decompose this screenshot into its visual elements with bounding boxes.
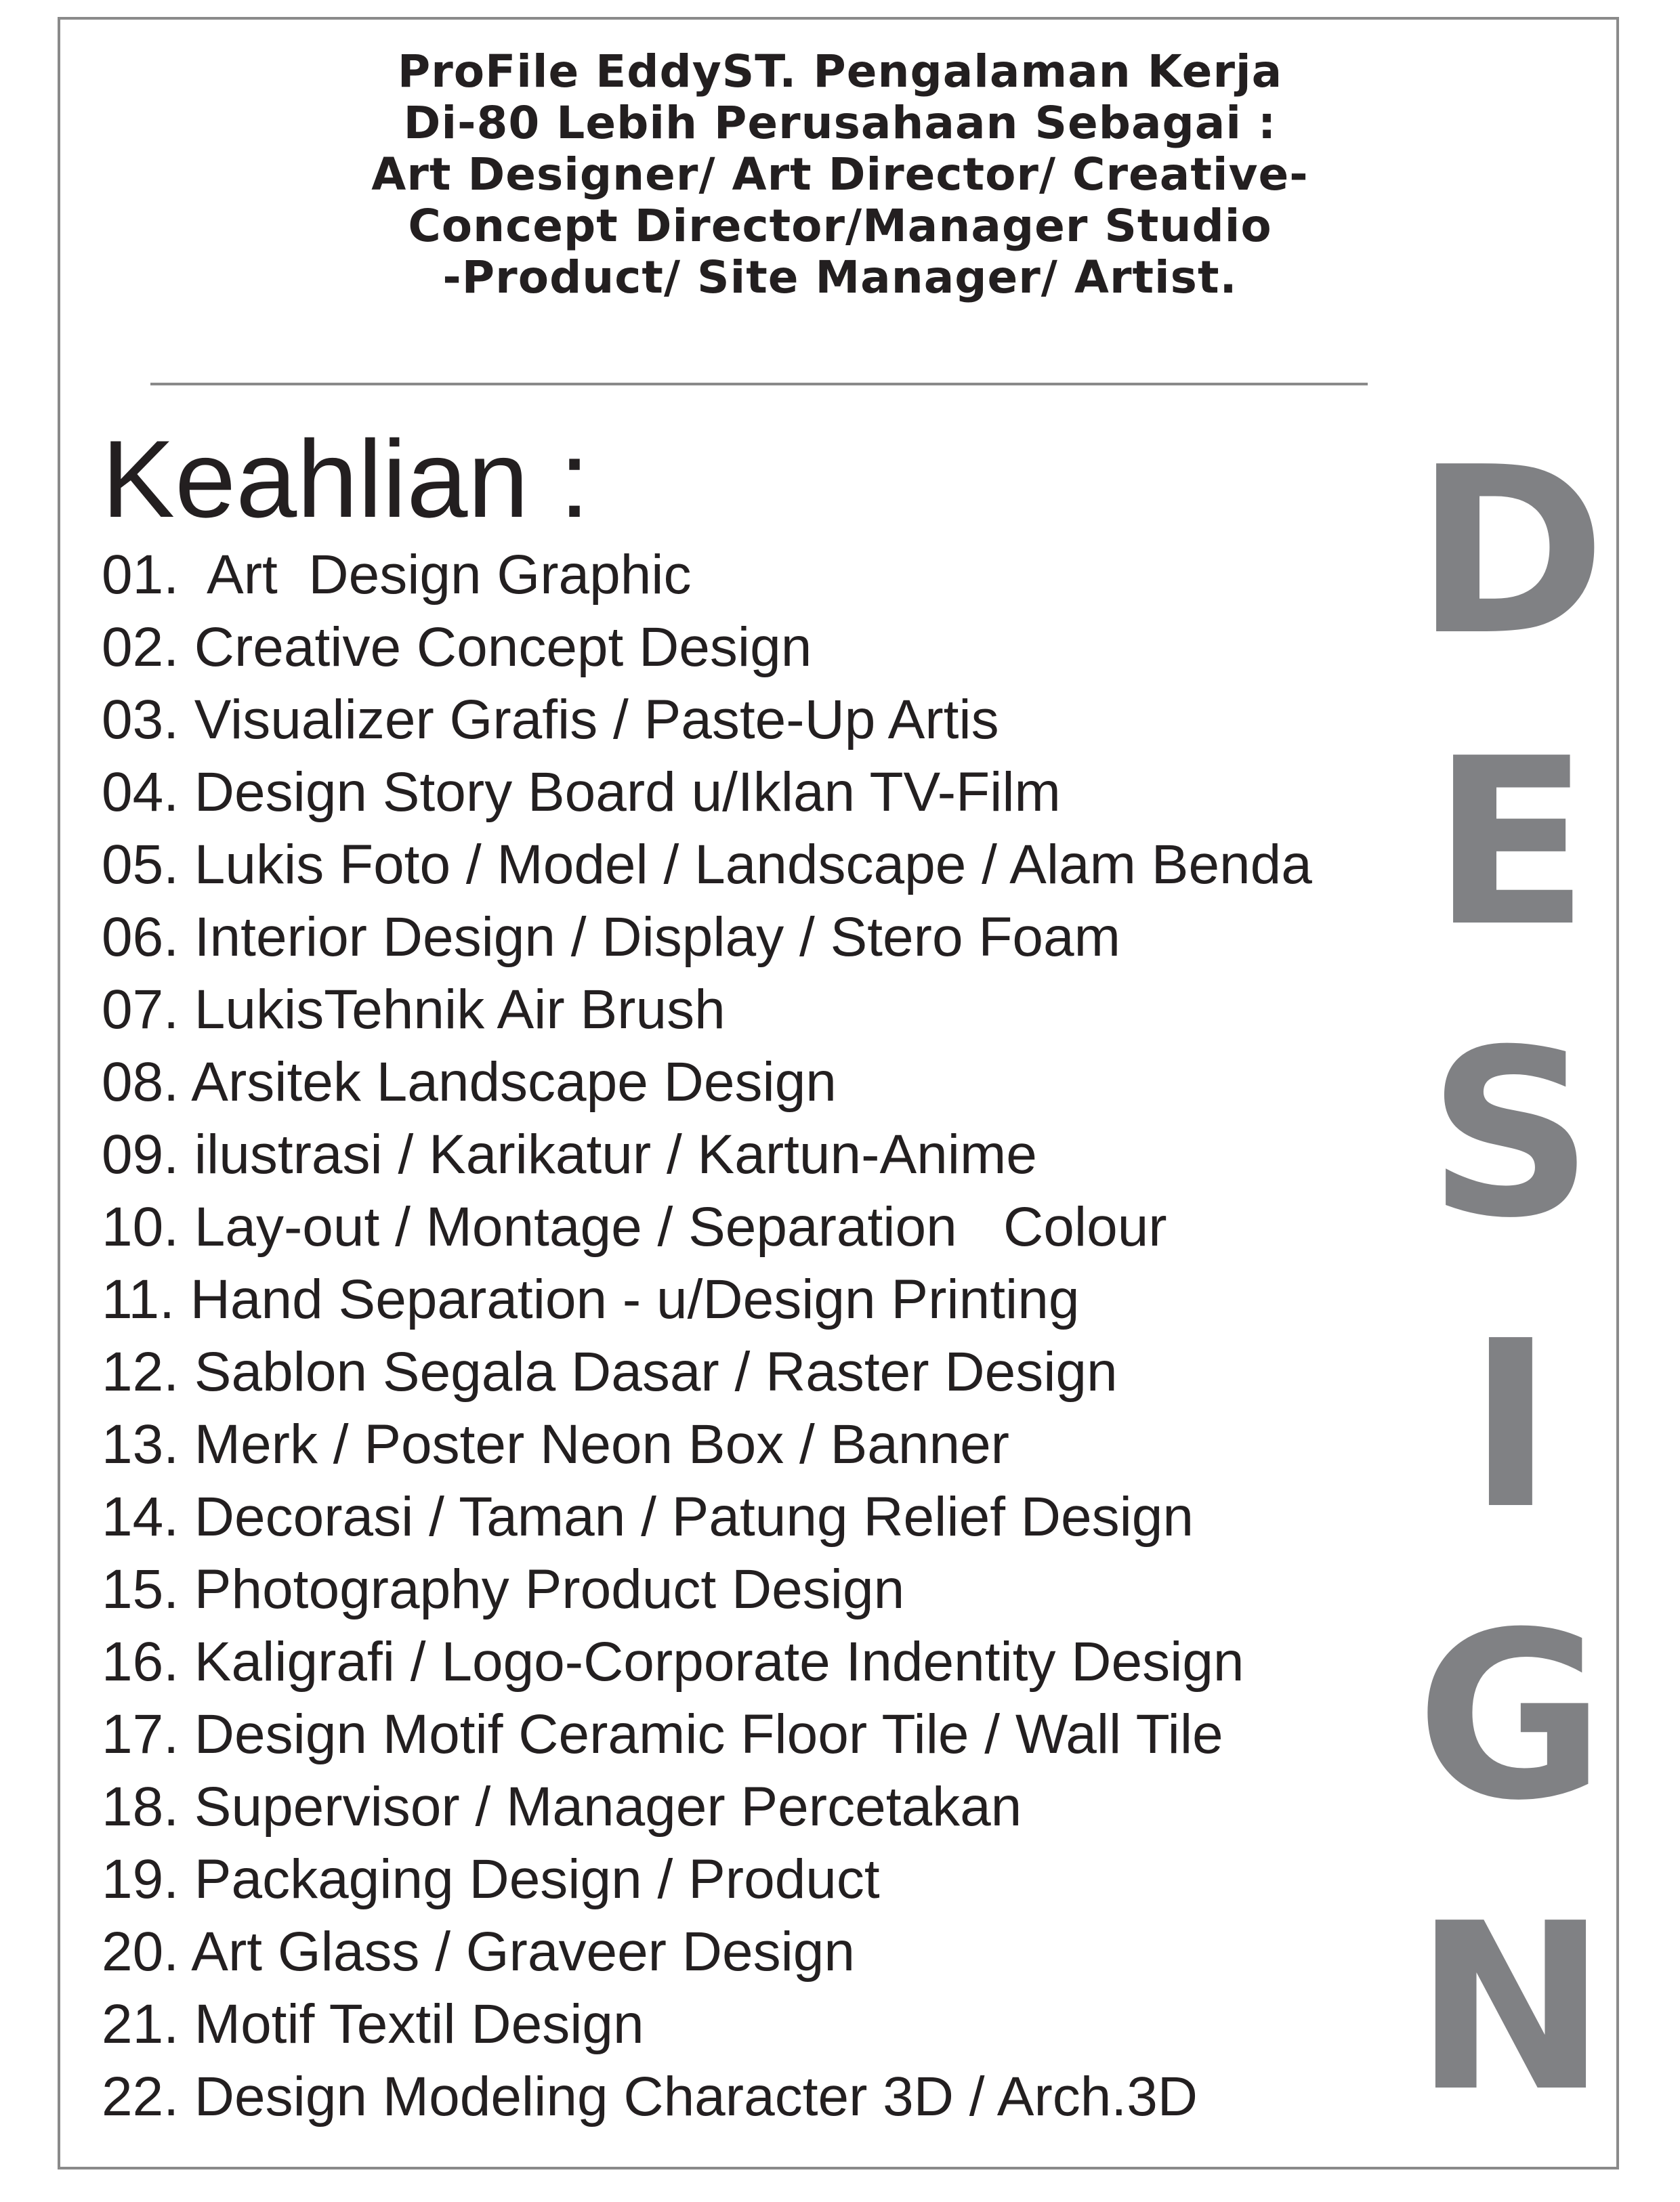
skill-item: 19. Packaging Design / Product	[102, 1848, 880, 1910]
skill-item: 14. Decorasi / Taman / Patung Relief Design	[102, 1486, 1194, 1548]
skill-item: 07. LukisTehnik Air Brush	[102, 979, 726, 1040]
vertical-letter: I	[1467, 1292, 1554, 1560]
header-divider	[150, 383, 1368, 385]
skill-item: 06. Interior Design / Display / Stero Foam	[102, 906, 1120, 968]
skill-item: 10. Lay-out / Montage / Separation Colour	[102, 1196, 1167, 1258]
skill-item: 17. Design Motif Ceramic Floor Tile / Wall Tile	[102, 1703, 1223, 1765]
header-line: Di-80 Lebih Perusahaan Sebagai :	[403, 97, 1277, 149]
skill-item: 04. Design Story Board u/Iklan TV-Film	[102, 761, 1061, 823]
profile-header	[203, 46, 1477, 303]
skill-item: 03. Visualizer Grafis / Paste-Up Artis	[102, 689, 999, 750]
skill-item: 16. Kaligrafi / Logo-Corporate Indentity Design	[102, 1631, 1244, 1693]
vertical-letter: N	[1414, 1874, 1608, 2142]
header-line: -Product/ Site Manager/ Artist.	[442, 251, 1238, 303]
vertical-letter: D	[1414, 418, 1607, 686]
skill-item: 22. Design Modeling Character 3D / Arch.3D	[102, 2066, 1198, 2127]
skill-item: 08. Arsitek Landscape Design	[102, 1051, 837, 1113]
skill-item: 01. Art Design Graphic	[102, 544, 692, 606]
skills-list	[102, 538, 1312, 2133]
skill-item: 11. Hand Separation - u/Design Printing	[102, 1269, 1080, 1330]
skill-item: 02. Creative Concept Design	[102, 616, 812, 678]
header-line: ProFile EddyST. Pengalaman Kerja	[397, 45, 1283, 98]
skill-item: 15. Photography Product Design	[102, 1559, 905, 1620]
skill-item: 18. Supervisor / Manager Percetakan	[102, 1776, 1022, 1838]
skill-item: 13. Merk / Poster Neon Box / Banner	[102, 1414, 1009, 1475]
skill-item: 05. Lukis Foto / Model / Landscape / Alam Benda	[102, 834, 1312, 895]
header-line: Concept Director/Manager Studio	[408, 200, 1272, 252]
vertical-design-word	[1409, 406, 1612, 2154]
vertical-letter: S	[1427, 1000, 1594, 1269]
skill-item: 20. Art Glass / Graveer Design	[102, 1921, 856, 1983]
skill-item: 09. ilustrasi / Karikatur / Kartun-Anime	[102, 1124, 1037, 1185]
vertical-letter: G	[1416, 1583, 1605, 1851]
skill-item: 21. Motif Textil Design	[102, 1993, 644, 2055]
header-line: Art Designer/ Art Director/ Creative-	[371, 148, 1309, 200]
vertical-letter: E	[1431, 709, 1590, 977]
section-title: Keahlian :	[102, 418, 590, 541]
skill-item: 12. Sablon Segala Dasar / Raster Design	[102, 1341, 1118, 1403]
